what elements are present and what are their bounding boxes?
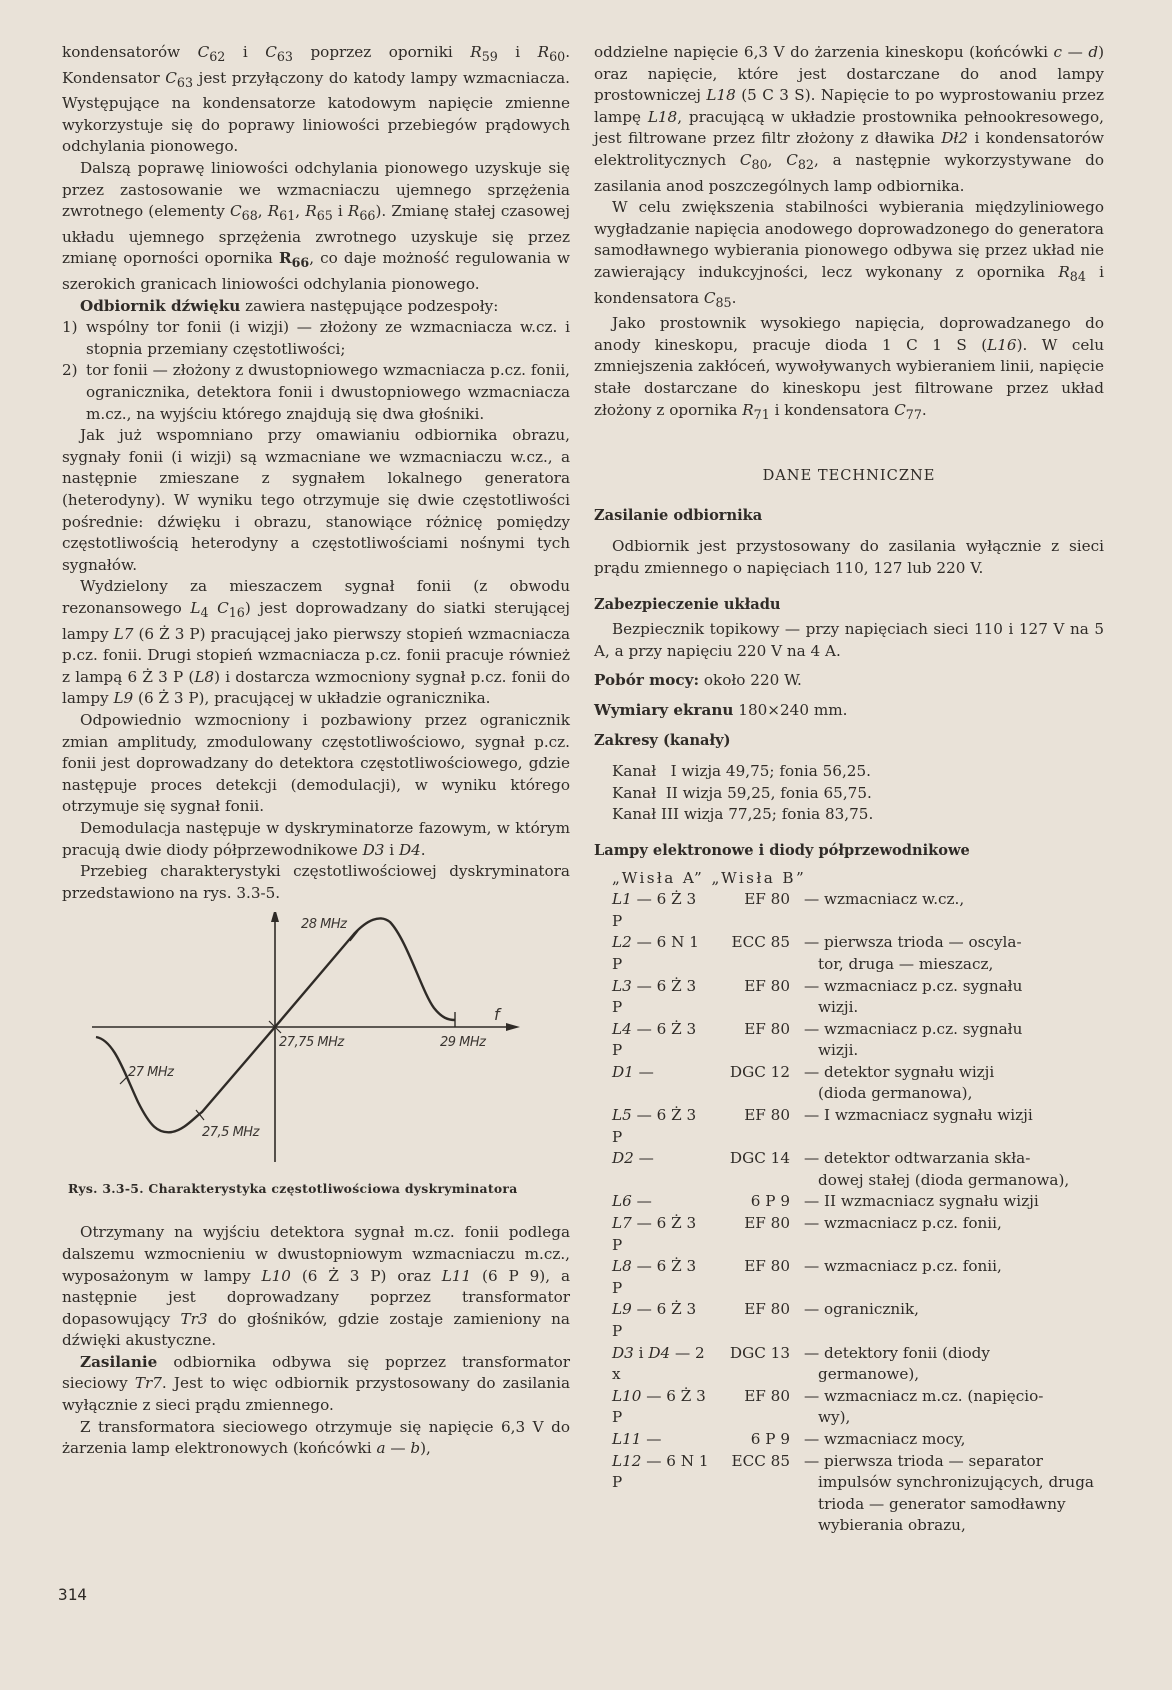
tube-description: — pierwsza trioda — oscyla- tor, druga — mieszacz,	[804, 933, 1022, 973]
tubes-header: „Wisła A” „Wisła B”	[612, 868, 807, 887]
right-column	[594, 42, 1104, 1537]
paragraph: oddzielne napięcie 6,3 V do żarzenia kineskopu (końcówki c — d) oraz napięcie, które jest dostarczane do anod lampy prostowniczej L18 (5 C 3 S). Napięcie to po wyprostowaniu przez lampę L18, pracującą w układzie prostownika pełnookresowego, jest filtrowane przez filtr złożony z dławika Dł2 i kondensatorów elektrolitycznych $C_{80}$, $C_{82}$, a następnie wykorzystywane do zasilania anod poszczególnych lamp odbiornika.	[594, 43, 1105, 195]
list-text: wspólny tor fonii (i wizji) — złożony ze wzmacniacza w.cz. i stopnia przemiany częstotliwości;	[86, 318, 570, 358]
tubes-table	[594, 889, 1104, 1537]
heading-zabezpieczenie: Zabezpieczenie układu	[594, 595, 781, 613]
channel-row: Kanał I wizja 49,75; fonia 56,25.	[612, 762, 871, 781]
channel-row: Kanał III wizja 77,25; fonia 83,75.	[612, 805, 874, 824]
tube-type-b: EF 80	[744, 1214, 790, 1233]
tube-designation: L11 —	[612, 1429, 662, 1448]
page-number: 314	[58, 1585, 87, 1604]
tube-row	[594, 1191, 1104, 1213]
section-title: DANE TECHNICZNE	[762, 467, 936, 485]
spec-value: około 220 W.	[699, 671, 802, 690]
tube-row	[594, 1019, 1104, 1062]
spec-text: Odbiornik jest przystosowany do zasilania wyłącznie z sieci prądu zmiennego o napięciach 110, 127 lub 220 V.	[594, 537, 1104, 577]
spec-label: Pobór mocy:	[594, 671, 700, 690]
paragraph: W celu zwiększenia stabilności wybierania międzyliniowego wygładzanie napięcia anodowego doprowadzonego do generatora samodławnego wybierania pionowego odbywa się przez układ nie zawierający indukcyjności, lecz wykonany z opornika $R_{84}$ i kondensatora $C_{85}$.	[594, 198, 1104, 310]
tube-type-b: 6 P 9	[750, 1429, 790, 1448]
tube-designation: L10 — 6 Ż 3 P	[612, 1386, 706, 1427]
paragraph: Zasilanie odbiornika odbywa się poprzez transformator sieciowy Tr7. Jest to więc odbiornik przystosowany do zasilania wyłącznie z sieci prądu zmiennego.	[62, 1352, 570, 1415]
tube-row	[594, 1343, 1104, 1386]
tube-designation: L1 — 6 Ż 3 P	[612, 890, 697, 930]
tube-description: — I wzmacniacz sygnału wizji	[804, 1106, 1033, 1125]
tube-row	[594, 1213, 1104, 1256]
left-column	[62, 42, 570, 1460]
label-27-75mhz: 27,75 MHz	[279, 1035, 344, 1051]
spec-label: Wymiary ekranu	[594, 700, 734, 719]
list-number: 1)	[62, 318, 78, 337]
tube-designation: D1 —	[612, 1062, 654, 1081]
paragraph: Dalszą poprawę liniowości odchylania pionowego uzyskuje się przez zastosowanie we wzmacniaczu ujemnego sprzężenia zwrotnego (elementy $C_{68}$, $R_{61}$, $R_{65}$ i $R_{66}$). Zmianę stałej czasowej układu ujemnego sprzężenia zwrotnego uzyskuje się przez zmianę oporności opornika $R_{66}$, co daje możność regulowania w szerokich granicach liniowości odchylania pionowego.	[62, 159, 571, 294]
tube-row	[594, 932, 1104, 975]
tube-type-b: EF 80	[744, 890, 790, 909]
tube-row	[594, 1105, 1104, 1148]
tube-row	[594, 1299, 1104, 1342]
tube-row	[594, 976, 1104, 1019]
tube-description: — wzmacniacz mocy,	[804, 1429, 966, 1448]
paragraph: Otrzymany na wyjściu detektora sygnał m.cz. fonii podlega dalszemu wzmocnieniu w dwustopniowym wzmacniaczu m.cz., wyposażonym w lampy L10 (6 Ż 3 P) oraz L11 (6 P 9), a następnie jest doprowadzany poprzez transformator dopasowujący Tr3 do głośników, gdzie zostaje zamieniony na dźwięki akustyczne.	[62, 1223, 570, 1350]
label-f-axis: f	[494, 1005, 500, 1025]
x-axis-arrow	[506, 1023, 520, 1031]
tube-description: — wzmacniacz m.cz. (napięcio- wy),	[804, 1386, 1044, 1427]
spec-wymiary	[594, 700, 1104, 722]
tube-row	[594, 889, 1104, 932]
tube-row	[594, 1062, 1104, 1105]
heading-zasilanie: Zasilanie odbiornika	[594, 506, 763, 524]
tube-designation: L7 — 6 Ż 3 P	[612, 1214, 697, 1254]
tube-description: — detektory fonii (diody germanowe),	[804, 1343, 990, 1384]
paragraph: Odbiornik dźwięku zawiera następujące podzespoły:	[80, 296, 499, 315]
tube-designation: L3 — 6 Ż 3 P	[612, 976, 697, 1017]
spec-value: 180×240 mm.	[733, 700, 848, 719]
tube-row	[594, 1429, 1104, 1451]
tube-designation: L8 — 6 Ż 3 P	[612, 1257, 697, 1297]
tube-type-b: ECC 85	[731, 933, 790, 952]
tube-description: — detektor sygnału wizji (dioda germanowa),	[804, 1062, 995, 1103]
tube-designation: L6 —	[612, 1192, 652, 1211]
tube-type-b: EF 80	[744, 976, 790, 995]
tube-designation: D3 i D4 — 2 x	[612, 1343, 705, 1384]
tube-row	[594, 1256, 1104, 1299]
tube-designation: L4 — 6 Ż 3 P	[612, 1019, 697, 1060]
heading-lampy: Lampy elektronowe i diody półprzewodnikowe	[594, 841, 970, 859]
tube-type-b: 6 P 9	[750, 1192, 790, 1211]
tube-type-b: ECC 85	[731, 1451, 790, 1470]
tube-designation: L9 — 6 Ż 3 P	[612, 1300, 697, 1340]
tube-description: — ogranicznik,	[804, 1300, 920, 1319]
tube-type-b: DGC 12	[729, 1062, 790, 1081]
tick-27	[120, 1076, 128, 1084]
paragraph: Z transformatora sieciowego otrzymuje się napięcie 6,3 V do żarzenia lamp elektronowych (końcówki a — b),	[62, 1417, 570, 1458]
tube-description: — wzmacniacz p.cz. sygnału wizji.	[804, 1019, 1023, 1060]
label-27mhz: 27 MHz	[128, 1065, 174, 1081]
paragraph: Wydzielony za mieszaczem sygnał fonii (z obwodu rezonansowego $L_4$ $C_{16}$) jest doprowadzany do siatki sterującej lampy L7 (6 Ż 3 P) pracującej jako pierwszy stopień wzmacniacza p.cz. fonii. Drugi stopień wzmacniacza p.cz. fonii pracuje również z lampą 6 Ż 3 P (L8) i dostarcza wzmocniony sygnał p.cz. fonii do lampy L9 (6 Ż 3 P), pracującej w układzie ogranicznika.	[62, 577, 570, 708]
figure-caption: Rys. 3.3-5. Charakterystyka częstotliwościowa dyskryminatora	[68, 1181, 518, 1197]
tube-designation: L12 — 6 N 1 P	[612, 1451, 709, 1492]
tube-row	[594, 1451, 1104, 1537]
tube-type-b: DGC 13	[729, 1343, 790, 1362]
tube-description: — wzmacniacz w.cz.,	[804, 890, 965, 909]
list-item	[62, 317, 570, 360]
tube-designation: L2 — 6 N 1 P	[612, 933, 699, 973]
list-item	[62, 360, 570, 425]
tube-description: — wzmacniacz p.cz. fonii,	[804, 1214, 1002, 1233]
tube-designation: L5 — 6 Ż 3 P	[612, 1106, 697, 1146]
label-28mhz: 28 MHz	[301, 917, 347, 933]
spec-pobor	[594, 670, 1104, 692]
discriminator-characteristic-figure	[62, 912, 570, 1212]
tube-description: — pierwsza trioda — separator impulsów synchronizujących, druga trioda — generator samodławny wybierania obrazu,	[804, 1451, 1094, 1535]
y-axis-arrow	[271, 912, 279, 922]
spec-text: Bezpiecznik topikowy — przy napięciach sieci 110 i 127 V na 5 A, a przy napięciu 220 V na 4 A.	[594, 620, 1104, 660]
channel-row: Kanał II wizja 59,25, fonia 65,75.	[612, 783, 872, 802]
tube-designation: D2 —	[612, 1149, 654, 1168]
tube-type-b: EF 80	[744, 1300, 790, 1319]
tube-description: — II wzmacniacz sygnału wizji	[804, 1192, 1039, 1211]
heading-zakresy: Zakresy (kanały)	[594, 731, 731, 749]
list-text: tor fonii — złożony z dwustopniowego wzmacniacza p.cz. fonii, ogranicznika, detektora fonii i dwustopniowego wzmacniacza m.cz., na wyjściu którego znajdują się dwa głośniki.	[86, 361, 570, 423]
paragraph: Jako prostownik wysokiego napięcia, doprowadzanego do anody kineskopu, pracuje dioda 1 C 1 S (L16). W celu zmniejszenia zakłóceń, wywoływanych wybieraniem linii, napięcie stałe dostarczane do kineskopu jest filtrowane przez układ złożony z opornika $R_{71}$ i kondensatora $C_{77}$.	[594, 314, 1104, 422]
tube-type-b: EF 80	[744, 1386, 790, 1405]
tube-type-b: EF 80	[744, 1019, 790, 1038]
paragraph: Jak już wspomniano przy omawianiu odbiornika obrazu, sygnały fonii (i wizji) są wzmacniane we wzmacniaczu w.cz., a następnie zmieszane z sygnałem lokalnego generatora (heterodyny). W wyniku tego otrzymuje się dwie częstotliwości pośrednie: dźwięku i obrazu, stanowiące różnicę pomiędzy częstotliwością heterodyny a częstotliwościami nośnymi tych sygnałów.	[62, 426, 570, 574]
paragraph: Przebieg charakterystyki częstotliwościowej dyskryminatora przedstawiono na rys. 3.3-5.	[62, 862, 570, 902]
tube-description: — wzmacniacz p.cz. fonii,	[804, 1257, 1002, 1276]
tube-type-b: EF 80	[744, 1106, 790, 1125]
list-number: 2)	[62, 361, 78, 380]
tube-type-b: EF 80	[744, 1257, 790, 1276]
tube-description: — wzmacniacz p.cz. sygnału wizji.	[804, 976, 1023, 1017]
paragraph: Demodulacja następuje w dyskryminatorze fazowym, w którym pracują dwie diody półprzewodnikowe D3 i D4.	[62, 818, 570, 859]
tube-row	[594, 1148, 1104, 1191]
tube-description: — detektor odtwarzania skła- dowej stałej (dioda germanowa),	[804, 1149, 1070, 1189]
label-29mhz: 29 MHz	[440, 1035, 486, 1051]
paragraph: Odpowiednio wzmocniony i pozbawiony przez ogranicznik zmian amplitudy, zmodulowany częstotliwościowo, sygnał p.cz. fonii jest doprowadzany do detektora częstotliwościowego, gdzie następuje proces detekcji (demodulacji), w wyniku którego otrzymuje się sygnał fonii.	[62, 710, 570, 816]
tube-type-b: DGC 14	[729, 1149, 790, 1168]
label-27-5mhz: 27,5 MHz	[202, 1125, 259, 1141]
tube-row	[594, 1386, 1104, 1429]
paragraph: kondensatorów $C_{62}$ i $C_{63}$ poprzez oporniki $R_{59}$ i $R_{60}$. Kondensator $C_{63}$ jest przyłączony do katody lampy wzmacniacza. Występujące na kondensatorze katodowym napięcie zmienne wykorzystuje się do poprawy liniowości przebiegów prądowych odchylania pionowego.	[62, 43, 571, 156]
